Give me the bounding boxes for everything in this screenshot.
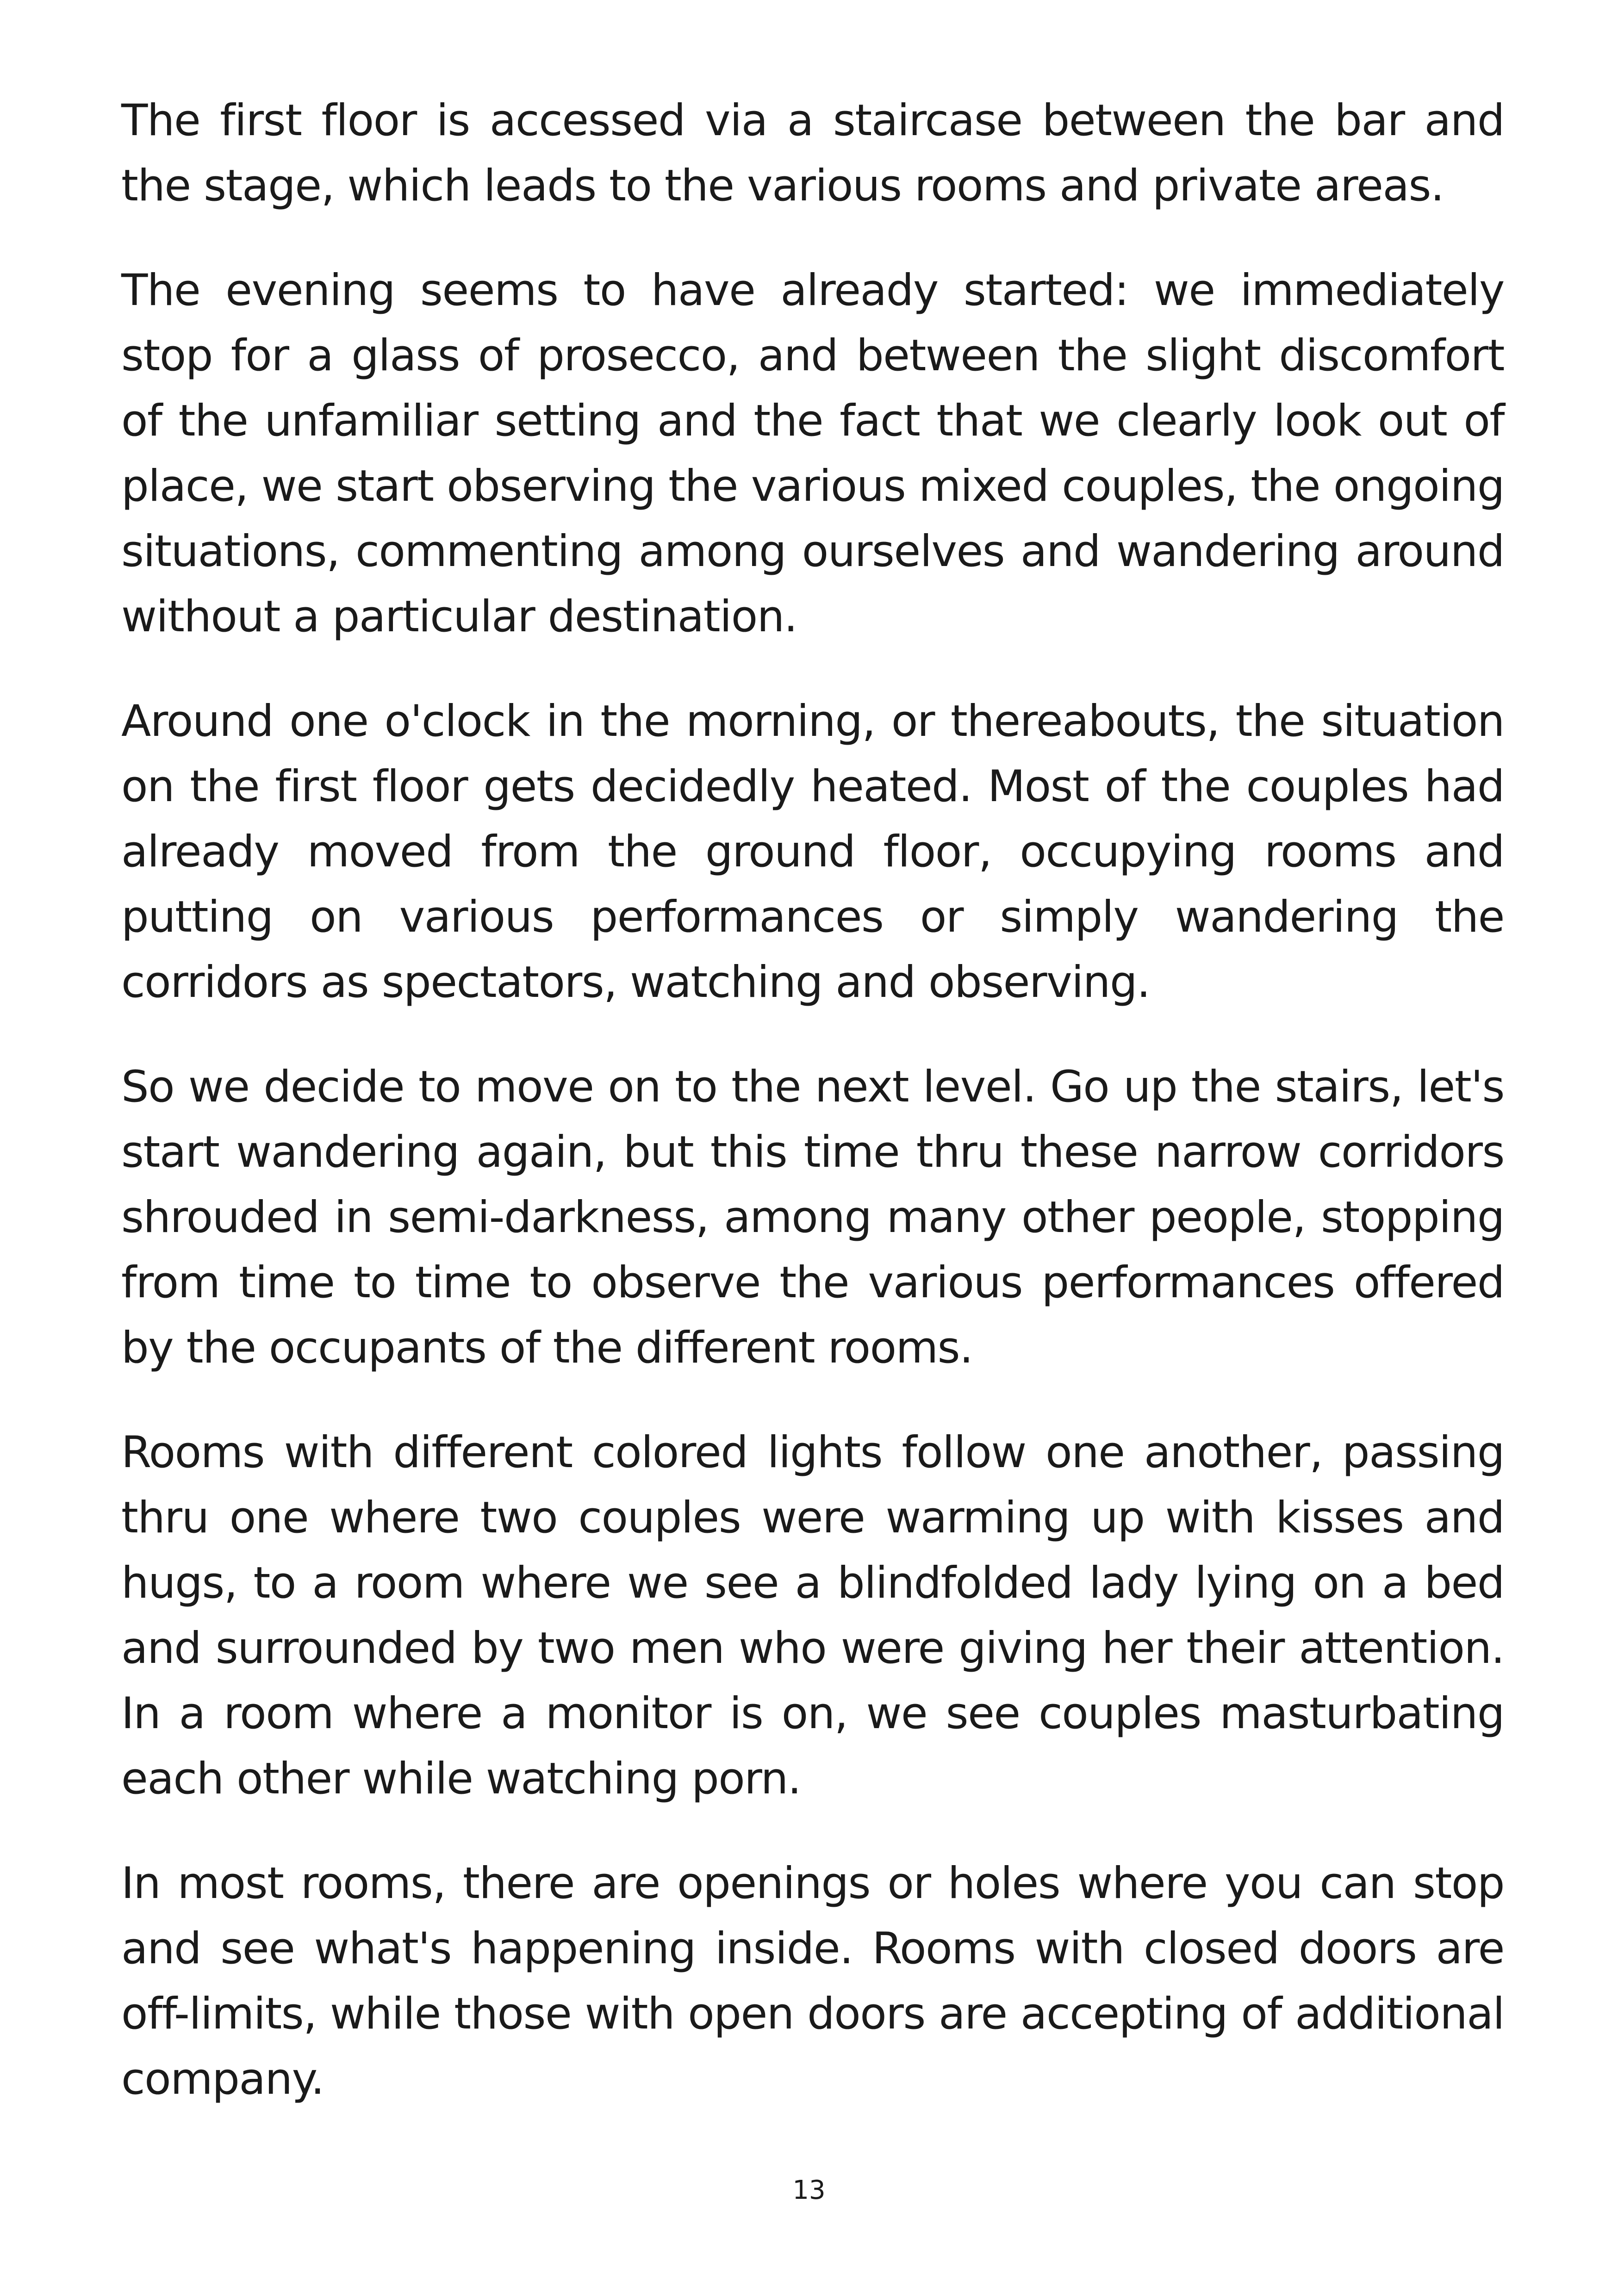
body-text xyxy=(121,88,1504,2151)
paragraph: The evening seems to have already started: we immediately stop for a glass of prosecco, and between the slight discomfort of the unfamiliar setting and the fact that we clearly look out of place, we start observing the various mixed couples, the ongoing situations, commenting among ourselves and wandering around without a particular destination. xyxy=(121,265,1504,642)
paragraph: In most rooms, there are openings or holes where you can stop and see what's happening inside. Rooms with closed doors are off-limits, while those with open doors are accepting of additional company. xyxy=(121,1858,1504,2104)
paragraph: Rooms with different colored lights follow one another, passing thru one where two couples were warming up with kisses and hugs, to a room where we see a blindfolded lady lying on a bed and surrounded by two men who were giving her their attention. In a room where a monitor is on, we see couples masturbating each other while watching porn. xyxy=(121,1427,1504,1804)
paragraph: The first floor is accessed via a staircase between the bar and the stage, which leads to the various rooms and private areas. xyxy=(121,95,1504,211)
paragraph: So we decide to move on to the next level. Go up the stairs, let's start wandering again, but this time thru these narrow corridors shrouded in semi-darkness, among many other people, stopping from time to time to observe the various performances offered by the occupants of the different rooms. xyxy=(121,1062,1504,1373)
paragraph: Around one o'clock in the morning, or thereabouts, the situation on the first floor gets decidedly heated. Most of the couples had already moved from the ground floor, occupying rooms and putting on various performances or simply wandering the corridors as spectators, watching and observing. xyxy=(121,696,1504,1008)
page-number: 13 xyxy=(792,2175,826,2205)
